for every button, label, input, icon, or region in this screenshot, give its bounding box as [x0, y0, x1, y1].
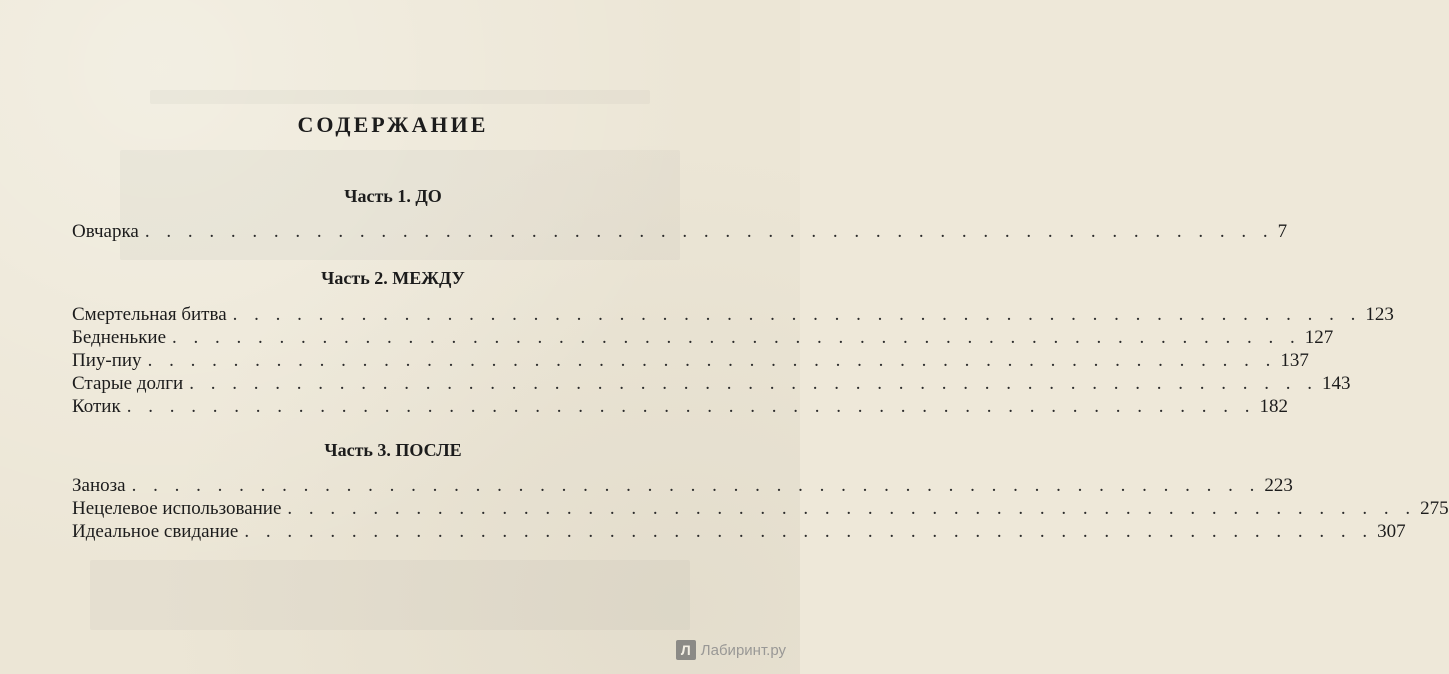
- leader-dots: . . . . . . . . . . . . . . . . . . . . . . . . . . . . . . . . . . . . . . . . . . . . . . . . . . . . .: [147, 350, 1277, 371]
- toc-entry-page: 307: [1377, 521, 1406, 542]
- show-through-text: [150, 90, 650, 104]
- toc-entry[interactable]: [72, 474, 1293, 498]
- watermark: [676, 640, 786, 660]
- page-title: СОДЕРЖАНИЕ: [297, 112, 489, 137]
- toc-entry-title: Овчарка: [72, 221, 139, 242]
- toc-entry-page: 7: [1277, 221, 1288, 242]
- toc-entry-title: Смертельная битва: [72, 304, 227, 325]
- leader-dots: . . . . . . . . . . . . . . . . . . . . . . . . . . . . . . . . . . . . . . . . . . . . . . . . . . . . .: [126, 396, 1256, 417]
- leader-dots: . . . . . . . . . . . . . . . . . . . . . . . . . . . . . . . . . . . . . . . . . . . . . . . . . . . . .: [144, 221, 1274, 242]
- toc-entry[interactable]: [72, 220, 1288, 244]
- leader-dots: . . . . . . . . . . . . . . . . . . . . . . . . . . . . . . . . . . . . . . . . . . . . . . . . . . . . .: [172, 327, 1301, 348]
- leader-dots: . . . . . . . . . . . . . . . . . . . . . . . . . . . . . . . . . . . . . . . . . . . . . . . . . . . . .: [189, 373, 1318, 394]
- toc-entry-page: 137: [1280, 350, 1309, 371]
- toc-entry-title: Идеальное свидание: [72, 521, 239, 542]
- toc-entry[interactable]: [72, 326, 1334, 350]
- toc-entry[interactable]: [72, 520, 1406, 544]
- toc-entry-title: Заноза: [72, 475, 126, 496]
- toc-entry[interactable]: [72, 497, 1449, 521]
- toc-entry-page: 223: [1264, 475, 1293, 496]
- leader-dots: . . . . . . . . . . . . . . . . . . . . . . . . . . . . . . . . . . . . . . . . . . . . . . . . . . . . .: [131, 475, 1261, 496]
- toc-entry-page: 182: [1259, 396, 1288, 417]
- toc-entry-title: Пиу-пиу: [72, 350, 142, 371]
- toc-entry[interactable]: [72, 349, 1309, 373]
- toc-entry-title: Котик: [72, 396, 121, 417]
- toc-entry-page: 143: [1321, 373, 1351, 394]
- toc-entry-page: 275: [1420, 498, 1449, 519]
- part-heading-2: Часть 2. МЕЖДУ: [321, 268, 465, 288]
- toc-entry-page: 127: [1304, 327, 1334, 348]
- toc-entry-title: Нецелевое использование: [72, 498, 282, 519]
- part-heading-1: Часть 1. ДО: [344, 186, 442, 206]
- toc-entry-title: Старые долги: [72, 373, 184, 394]
- part-heading-3: Часть 3. ПОСЛЕ: [324, 440, 462, 460]
- leader-dots: . . . . . . . . . . . . . . . . . . . . . . . . . . . . . . . . . . . . . . . . . . . . . . . . . . . . .: [232, 304, 1362, 325]
- toc-entry[interactable]: [72, 395, 1288, 419]
- watermark-text: Лабиринт.ру: [700, 641, 786, 659]
- leader-dots: . . . . . . . . . . . . . . . . . . . . . . . . . . . . . . . . . . . . . . . . . . . . . . . . . . . . .: [287, 498, 1417, 519]
- toc-entry-page: 123: [1365, 304, 1394, 325]
- labirint-logo-icon: Л: [676, 640, 696, 660]
- show-through-text: [90, 560, 690, 630]
- toc-entry-title: Бедненькие: [72, 327, 167, 348]
- leader-dots: . . . . . . . . . . . . . . . . . . . . . . . . . . . . . . . . . . . . . . . . . . . . . . . . . . . . .: [244, 521, 1374, 542]
- toc-entry[interactable]: [72, 303, 1394, 327]
- toc-entry[interactable]: [72, 372, 1351, 396]
